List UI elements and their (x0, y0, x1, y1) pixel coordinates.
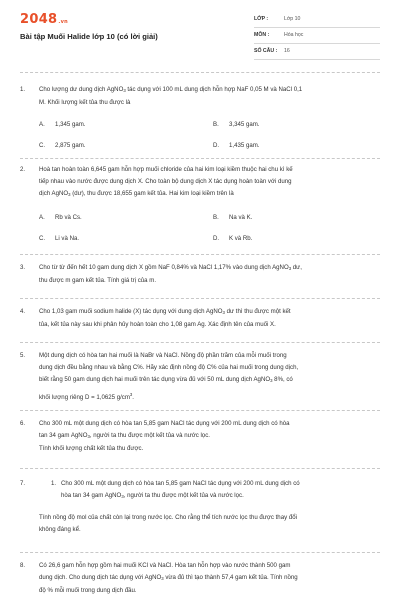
option-c[interactable]: C. 2,875 gam. (39, 142, 86, 149)
meta-value-subject: Hóa học (284, 32, 304, 38)
question-8 (20, 560, 380, 598)
question-3 (20, 262, 380, 288)
question-divider (20, 254, 380, 255)
question-text: Có 26,6 gam hỗn hợp gồm hai muối KCl và NaCl. Hòa tan hỗn hợp vào nước thành 500 gam dung dịch. Cho dung dịch tác dụng với AgNO$_3$ vừa đủ thì tạo thành 57,4 gam kết tủa. Tính nồng độ % mỗi muối trong dung dịch đầu. (39, 562, 298, 594)
meta-key-count: SỐ CÂU : (254, 48, 278, 54)
question-number: 7. (20, 480, 26, 487)
option-d[interactable]: D. 1,435 gam. (213, 142, 260, 149)
meta-row-class (254, 12, 380, 28)
question-number: 6. (20, 420, 26, 427)
question-number: 3. (20, 264, 26, 271)
question-6 (20, 418, 380, 456)
question-number: 1. (20, 86, 26, 93)
option-c[interactable]: C. Li và Na. (39, 235, 80, 242)
question-7: 7. 1. Cho 300 mL một dung dịch có hòa tan 5,85 gam NaCl tác dụng với 200 mL dung dịch có hòa tan 34 gam AgNO$_3$, người ta thu được một kết tủa và nước lọc. Tính nồng độ mol của chất còn lại trong nước lọc. Cho rằng thể tích nước lọc thu được thay đổi không đáng kể. (20, 480, 300, 533)
header-divider (20, 72, 380, 73)
question-2 (20, 164, 380, 252)
option-a[interactable]: A. Rb và Cs. (39, 214, 82, 221)
question-divider (20, 410, 380, 411)
question-text: Hoà tan hoàn toàn 6,645 gam hỗn hợp muối chloride của hai kim loại kiềm thuộc hai chu kì kế tiếp nhau vào nước được dung dịch X. Cho toàn bộ dung dịch X tác dụng hoàn toàn với dung dịch AgNO$_3$ (dư), thu được 18,655 gam kết tủa. Hai kim loại kiềm trên là (39, 166, 293, 197)
question-divider (20, 552, 380, 553)
question-1 (20, 84, 380, 156)
question-text: Một dung dịch có hòa tan hai muối là NaBr và NaCl. Nồng độ phần trăm của mỗi muối trong dung dịch đều bằng nhau và bằng C%. Hãy xác định nồng độ C% của hai muối trong dung dịch, biết rằng 50 gam dung dịch hai muối trên tác dụng vừa đủ với 50 mL dung dịch AgNO$_3$ 8%, có khối lượng riêng D = 1,0625 $g/cm^3$. (39, 352, 299, 402)
meta-value-class: Lớp 10 (284, 16, 301, 22)
document-header (0, 0, 400, 72)
question-text: Cho 1,03 gam muối sodium halide (X) tác dụng với dung dịch AgNO$_3$ dư thì thu được một kết tủa, kết tủa này sau khi phân hủy hoàn toàn cho 1,08 gam Ag. Xác định tên của muối X. (39, 308, 291, 328)
question-divider (20, 342, 380, 343)
question-divider (20, 298, 380, 299)
question-text: Cho 300 mL một dung dịch có hòa tan 5,85 gam NaCl tác dụng với 200 mL dung dịch có hòa tan 34 gam AgNO$_3$, người ta thu được một kết tủa và nước lọc. Tính khối lượng chất kết tủa thu được. (39, 420, 290, 452)
option-b[interactable]: B. Na và K. (213, 214, 253, 221)
question-number: 8. (20, 562, 26, 569)
option-d[interactable]: D. K và Rb. (213, 235, 253, 242)
site-logo[interactable]: 2048.vn (20, 12, 69, 27)
question-number: 4. (20, 308, 26, 315)
option-b[interactable]: B. 3,345 gam. (213, 121, 260, 128)
meta-row-count (254, 44, 380, 60)
question-divider (20, 158, 380, 159)
meta-value-count: 16 (284, 48, 290, 54)
question-number: 2. (20, 166, 26, 173)
question-text: Cho lượng dư dung dịch AgNO$_3$ tác dụng với 100 mL dung dịch hỗn hợp NaF 0,05 M và NaCl 0,1 M. Khối lượng kết tủa thu được là (39, 86, 303, 106)
question-number: 5. (20, 352, 26, 359)
question-4 (20, 306, 380, 332)
question-text: Cho từ từ đến hết 10 gam dung dịch X gồm NaF 0,84% và NaCl 1,17% vào dung dịch AgNO$_3$ dư, thu được m gam kết tủa. Tính giá trị của m. (39, 264, 302, 284)
meta-key-subject: MÔN : (254, 32, 270, 38)
option-a[interactable]: A. 1,345 gam. (39, 121, 86, 128)
meta-row-subject (254, 28, 380, 44)
question-divider (20, 468, 380, 469)
question-5 (20, 350, 380, 402)
meta-key-class: LỚP : (254, 16, 269, 22)
document-title: Bài tập Muối Halide lớp 10 (có lời giải) (20, 32, 158, 41)
